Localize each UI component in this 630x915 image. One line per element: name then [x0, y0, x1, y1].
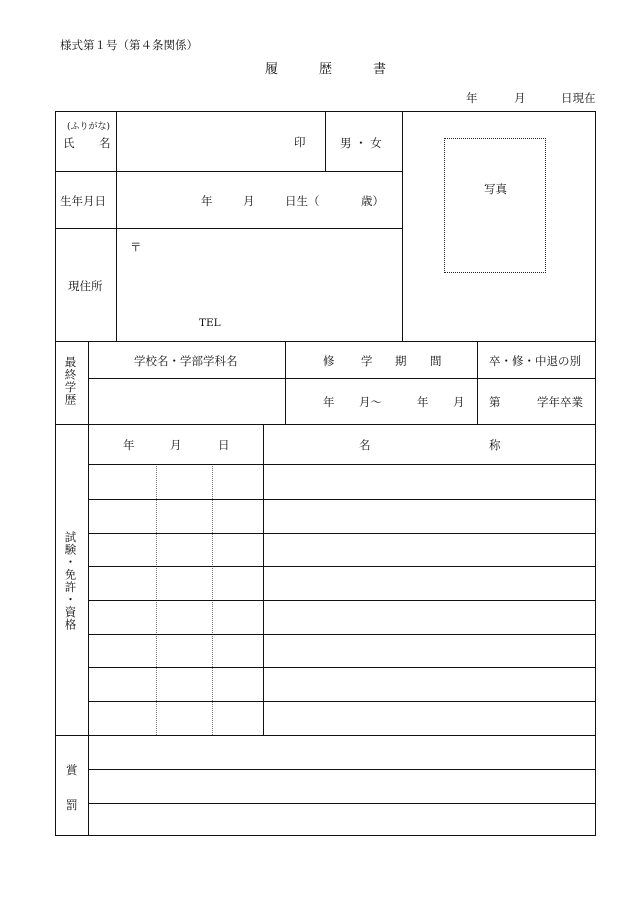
- birth-month-label: 月: [243, 194, 255, 208]
- title-char-1: 履: [265, 62, 279, 77]
- education-start-year: 年: [323, 395, 335, 409]
- line-education-bottom: [55, 424, 596, 425]
- line-address-bottom: [55, 341, 596, 342]
- education-start-month: 月〜: [359, 395, 382, 409]
- name-label-char-2: 名: [99, 136, 111, 150]
- line-qual-row-3: [88, 566, 596, 567]
- title-char-3: 書: [373, 62, 387, 77]
- date-month-label: 月: [514, 91, 526, 105]
- education-header-period-char-3: 期: [395, 354, 407, 368]
- line-qual-bottom: [55, 735, 596, 736]
- gender-options: 男 ・ 女: [340, 136, 382, 150]
- age-label: 歳）: [361, 194, 384, 208]
- line-qual-header-bottom: [88, 464, 596, 465]
- awards-label-char-2: 罰: [66, 798, 78, 812]
- line-qual-row-2: [88, 533, 596, 534]
- education-header-period-char-4: 間: [430, 354, 442, 368]
- education-header-school: 学校名・学部学科名: [134, 354, 238, 368]
- education-grade-suffix: 学年卒業: [537, 395, 583, 409]
- education-end-year: 年: [417, 395, 429, 409]
- education-end-month: 月: [453, 395, 465, 409]
- line-name-bottom: [55, 171, 403, 172]
- line-qual-row-5: [88, 634, 596, 635]
- qualifications-section-label: 試験・免許・資格: [63, 531, 78, 631]
- line-education-status-left: [477, 341, 478, 424]
- qual-header-day: 日: [218, 438, 230, 452]
- line-education-period-left: [285, 341, 286, 424]
- qual-header-month: 月: [170, 438, 182, 452]
- line-awards-row-2: [88, 803, 596, 804]
- seal-mark: 印: [294, 135, 306, 149]
- education-header-status: 卒・修・中退の別: [489, 354, 581, 368]
- line-awards-row-1: [88, 769, 596, 770]
- form-number-label: 様式第１号（第４条関係）: [60, 38, 198, 52]
- date-day-label: 日現在: [561, 91, 596, 105]
- awards-label-char-1: 賞: [66, 763, 78, 777]
- line-section-label-column: [88, 341, 89, 836]
- birth-year-label: 年: [201, 194, 213, 208]
- line-qual-name-left: [263, 424, 264, 735]
- qual-header-name-char-2: 称: [489, 438, 501, 452]
- line-photo-left: [402, 111, 403, 341]
- line-gender-left: [325, 111, 326, 171]
- education-header-period-char-2: 学: [361, 354, 373, 368]
- tel-label: TEL: [199, 317, 221, 329]
- qual-header-year: 年: [123, 438, 135, 452]
- birth-day-label: 日生（: [285, 194, 320, 208]
- line-qual-row-1: [88, 499, 596, 500]
- qual-header-name-char-1: 名: [359, 438, 371, 452]
- title-char-2: 歴: [319, 62, 333, 77]
- date-year-label: 年: [466, 91, 478, 105]
- line-label-column: [116, 111, 117, 341]
- education-grade-prefix: 第: [489, 395, 501, 409]
- line-qual-row-6: [88, 667, 596, 668]
- education-section-label: 最終学歴: [63, 356, 78, 406]
- education-header-period-char-1: 修: [323, 354, 335, 368]
- line-education-header-bottom: [88, 378, 596, 379]
- photo-label: 写真: [484, 182, 507, 196]
- line-birth-bottom: [55, 228, 403, 229]
- birth-date-label: 生年月日: [60, 194, 106, 208]
- line-qual-row-4: [88, 600, 596, 601]
- furigana-label: (ふりがな): [67, 122, 111, 132]
- line-qual-row-7: [88, 701, 596, 702]
- photo-box: [444, 138, 546, 273]
- postal-mark: 〒: [130, 240, 142, 254]
- address-label: 現住所: [68, 279, 103, 293]
- name-label-char-1: 氏: [63, 136, 75, 150]
